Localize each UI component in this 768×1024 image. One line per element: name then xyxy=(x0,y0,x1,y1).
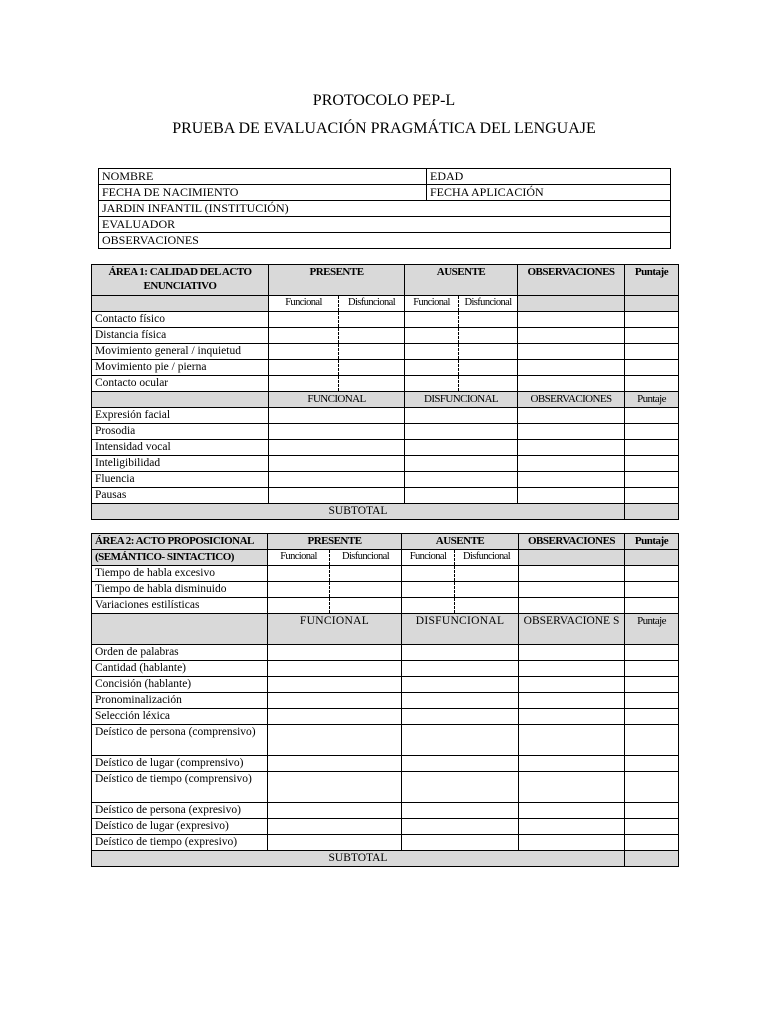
ausente-header: AUSENTE xyxy=(402,534,519,550)
funcional-cell[interactable] xyxy=(268,677,402,693)
disfuncional-cell[interactable] xyxy=(405,408,518,424)
row-label: Expresión facial xyxy=(92,408,269,424)
table-row xyxy=(92,424,679,440)
row-label: Deístico de tiempo (expresivo) xyxy=(92,835,268,851)
disfuncional-cell[interactable] xyxy=(459,344,518,360)
table-row xyxy=(92,598,679,614)
puntaje-cell[interactable] xyxy=(625,709,679,725)
funcional-cell[interactable] xyxy=(402,566,455,582)
row-label: Fluencia xyxy=(92,472,269,488)
table-row xyxy=(92,835,679,851)
row-label: Movimiento pie / pierna xyxy=(92,360,269,376)
funcional-cell[interactable] xyxy=(269,312,339,328)
funcional-cell[interactable] xyxy=(268,709,402,725)
row-label: Prosodia xyxy=(92,424,269,440)
funcional-cell[interactable] xyxy=(405,312,459,328)
observaciones-col-header: OBSERVACIONES xyxy=(518,392,625,408)
area1-rows-group1 xyxy=(92,312,679,392)
puntaje-cell[interactable] xyxy=(625,819,679,835)
funcional-cell[interactable] xyxy=(268,772,402,803)
observaciones-cell[interactable] xyxy=(518,360,625,376)
row-label: Tiempo de habla excesivo xyxy=(92,566,268,582)
disfuncional-cell[interactable] xyxy=(405,440,518,456)
observaciones-cell[interactable] xyxy=(519,803,625,819)
puntaje-cell[interactable] xyxy=(625,677,679,693)
evaluador-field[interactable]: EVALUADOR xyxy=(99,217,671,233)
observaciones-cell[interactable] xyxy=(518,376,625,392)
puntaje-cell[interactable] xyxy=(625,360,679,376)
disfuncional-cell[interactable] xyxy=(455,598,519,614)
funcional-cell[interactable] xyxy=(268,693,402,709)
area2-table xyxy=(91,533,679,867)
funcional-subheader: Funcional xyxy=(405,296,459,312)
puntaje-cell[interactable] xyxy=(625,424,679,440)
row-label: Intensidad vocal xyxy=(92,440,269,456)
table-row xyxy=(92,582,679,598)
puntaje-cell[interactable] xyxy=(625,725,679,756)
row-label: Concisión (hablante) xyxy=(92,677,268,693)
disfuncional-cell[interactable] xyxy=(402,803,519,819)
observaciones-cell[interactable] xyxy=(518,344,625,360)
observaciones-cell[interactable] xyxy=(518,488,625,504)
area2-header-line2: (SEMÁNTICO- SINTACTICO) xyxy=(92,550,268,566)
disfuncional-subheader: Disfuncional xyxy=(330,550,402,566)
puntaje-cell[interactable] xyxy=(625,376,679,392)
blank-cell xyxy=(92,296,269,312)
funcional-cell[interactable] xyxy=(268,645,402,661)
disfuncional-cell[interactable] xyxy=(459,360,518,376)
disfuncional-cell[interactable] xyxy=(339,312,405,328)
observaciones-field[interactable]: OBSERVACIONES xyxy=(99,233,671,249)
table-row xyxy=(92,709,679,725)
document-subtitle: PRUEBA DE EVALUACIÓN PRAGMÁTICA DEL LENGUAJE xyxy=(172,120,596,137)
observaciones-cell[interactable] xyxy=(519,645,625,661)
funcional-subheader: Funcional xyxy=(402,550,455,566)
funcional-col-header: FUNCIONAL xyxy=(269,392,405,408)
observaciones-cell[interactable] xyxy=(519,677,625,693)
area2-rows-group2 xyxy=(92,645,679,851)
disfuncional-cell[interactable] xyxy=(330,566,402,582)
observaciones-cell[interactable] xyxy=(519,772,625,803)
funcional-cell[interactable] xyxy=(268,598,330,614)
observaciones-cell[interactable] xyxy=(518,472,625,488)
observaciones-cell[interactable] xyxy=(518,328,625,344)
funcional-cell[interactable] xyxy=(405,376,459,392)
funcional-cell[interactable] xyxy=(405,328,459,344)
subtotal-value[interactable] xyxy=(625,504,679,520)
disfuncional-cell[interactable] xyxy=(402,645,519,661)
table-row xyxy=(92,472,679,488)
observaciones-col-header: OBSERVACIONE S xyxy=(519,614,625,645)
area2-rows-group1 xyxy=(92,566,679,614)
observaciones-cell[interactable] xyxy=(518,440,625,456)
disfuncional-cell[interactable] xyxy=(339,328,405,344)
funcional-cell[interactable] xyxy=(269,424,405,440)
observaciones-cell[interactable] xyxy=(519,566,625,582)
row-label: Movimiento general / inquietud xyxy=(92,344,269,360)
funcional-cell[interactable] xyxy=(268,661,402,677)
funcional-cell[interactable] xyxy=(269,408,405,424)
puntaje-cell[interactable] xyxy=(625,488,679,504)
table-row xyxy=(92,456,679,472)
area2-header-line1: ÁREA 2: ACTO PROPOSICIONAL xyxy=(92,534,268,550)
blank-cell xyxy=(519,550,625,566)
puntaje-cell[interactable] xyxy=(625,598,679,614)
puntaje-cell[interactable] xyxy=(625,803,679,819)
puntaje-cell[interactable] xyxy=(625,756,679,772)
observaciones-cell[interactable] xyxy=(518,456,625,472)
puntaje-cell[interactable] xyxy=(625,566,679,582)
blank-cell xyxy=(92,392,269,408)
row-label: Deístico de lugar (comprensivo) xyxy=(92,756,268,772)
subtotal-label: SUBTOTAL xyxy=(92,504,625,520)
funcional-cell[interactable] xyxy=(269,376,339,392)
disfuncional-subheader: Disfuncional xyxy=(339,296,405,312)
puntaje-cell[interactable] xyxy=(625,408,679,424)
funcional-cell[interactable] xyxy=(268,725,402,756)
funcional-cell[interactable] xyxy=(268,756,402,772)
presente-header: PRESENTE xyxy=(269,265,405,296)
row-label: Deístico de persona (comprensivo) xyxy=(92,725,268,756)
puntaje-cell[interactable] xyxy=(625,344,679,360)
disfuncional-cell[interactable] xyxy=(402,693,519,709)
observaciones-cell[interactable] xyxy=(519,693,625,709)
row-label: Variaciones estilísticas xyxy=(92,598,268,614)
blank-cell xyxy=(625,296,679,312)
observaciones-cell[interactable] xyxy=(518,312,625,328)
disfuncional-cell[interactable] xyxy=(402,661,519,677)
fecha-nacimiento-field[interactable]: FECHA DE NACIMIENTO xyxy=(99,185,427,201)
puntaje-cell[interactable] xyxy=(625,456,679,472)
observaciones-header: OBSERVACIONES xyxy=(519,534,625,550)
table-row xyxy=(92,693,679,709)
row-label: Inteligibilidad xyxy=(92,456,269,472)
row-label: Deístico de persona (expresivo) xyxy=(92,803,268,819)
presente-header: PRESENTE xyxy=(268,534,402,550)
row-label: Cantidad (hablante) xyxy=(92,661,268,677)
disfuncional-cell[interactable] xyxy=(459,312,518,328)
table-row xyxy=(92,440,679,456)
disfuncional-cell[interactable] xyxy=(402,677,519,693)
row-label: Contacto físico xyxy=(92,312,269,328)
puntaje-cell[interactable] xyxy=(625,582,679,598)
row-label: Contacto ocular xyxy=(92,376,269,392)
disfuncional-cell[interactable] xyxy=(339,344,405,360)
blank-cell xyxy=(92,614,268,645)
funcional-cell[interactable] xyxy=(269,328,339,344)
funcional-cell[interactable] xyxy=(405,344,459,360)
observaciones-cell[interactable] xyxy=(518,408,625,424)
area1-rows-group2 xyxy=(92,408,679,504)
row-label: Distancia física xyxy=(92,328,269,344)
funcional-cell[interactable] xyxy=(269,456,405,472)
observaciones-cell[interactable] xyxy=(519,709,625,725)
puntaje-cell[interactable] xyxy=(625,328,679,344)
fecha-aplicacion-field[interactable]: FECHA APLICACIÓN xyxy=(427,185,671,201)
funcional-col-header: FUNCIONAL xyxy=(268,614,402,645)
table-row xyxy=(92,819,679,835)
disfuncional-cell[interactable] xyxy=(402,835,519,851)
disfuncional-cell[interactable] xyxy=(402,819,519,835)
funcional-cell[interactable] xyxy=(402,582,455,598)
document-title: PROTOCOLO PEP-L xyxy=(312,92,456,109)
disfuncional-cell[interactable] xyxy=(339,376,405,392)
table-row xyxy=(92,488,679,504)
disfuncional-subheader: Disfuncional xyxy=(455,550,519,566)
subtotal-label: SUBTOTAL xyxy=(92,851,625,867)
table-row xyxy=(92,645,679,661)
row-label: Deístico de lugar (expresivo) xyxy=(92,819,268,835)
disfuncional-cell[interactable] xyxy=(402,725,519,756)
nombre-field[interactable]: NOMBRE xyxy=(99,169,427,185)
puntaje-cell[interactable] xyxy=(625,661,679,677)
disfuncional-cell[interactable] xyxy=(402,709,519,725)
puntaje-cell[interactable] xyxy=(625,440,679,456)
disfuncional-cell[interactable] xyxy=(402,772,519,803)
edad-field[interactable]: EDAD xyxy=(427,169,671,185)
area1-header: ÁREA 1: CALIDAD DEL ACTO ENUNCIATIVO xyxy=(92,265,269,296)
funcional-cell[interactable] xyxy=(268,819,402,835)
puntaje-cell[interactable] xyxy=(625,772,679,803)
table-row xyxy=(92,312,679,328)
row-label: Selección léxica xyxy=(92,709,268,725)
row-label: Orden de palabras xyxy=(92,645,268,661)
disfuncional-cell[interactable] xyxy=(455,566,519,582)
puntaje-cell[interactable] xyxy=(625,693,679,709)
table-row xyxy=(92,328,679,344)
puntaje-cell[interactable] xyxy=(625,645,679,661)
observaciones-header: OBSERVACIONES xyxy=(518,265,625,296)
jardin-field[interactable]: JARDIN INFANTIL (INSTITUCIÓN) xyxy=(99,201,671,217)
table-row xyxy=(92,756,679,772)
area1-table xyxy=(91,264,679,520)
blank-cell xyxy=(625,550,679,566)
disfuncional-cell[interactable] xyxy=(330,598,402,614)
table-row xyxy=(92,376,679,392)
table-row xyxy=(92,725,679,756)
funcional-subheader: Funcional xyxy=(269,296,339,312)
subtotal-value[interactable] xyxy=(625,851,679,867)
observaciones-cell[interactable] xyxy=(519,835,625,851)
disfuncional-subheader: Disfuncional xyxy=(459,296,518,312)
disfuncional-cell[interactable] xyxy=(405,472,518,488)
observaciones-cell[interactable] xyxy=(519,725,625,756)
funcional-cell[interactable] xyxy=(269,440,405,456)
observaciones-cell[interactable] xyxy=(518,424,625,440)
disfuncional-cell[interactable] xyxy=(402,756,519,772)
funcional-cell[interactable] xyxy=(268,566,330,582)
row-label: Tiempo de habla disminuido xyxy=(92,582,268,598)
table-row xyxy=(92,344,679,360)
observaciones-cell[interactable] xyxy=(519,598,625,614)
observaciones-cell[interactable] xyxy=(519,756,625,772)
funcional-cell[interactable] xyxy=(269,472,405,488)
table-row xyxy=(92,661,679,677)
funcional-cell[interactable] xyxy=(402,598,455,614)
blank-cell xyxy=(518,296,625,312)
funcional-cell[interactable] xyxy=(405,360,459,376)
funcional-cell[interactable] xyxy=(269,360,339,376)
row-label: Deístico de tiempo (comprensivo) xyxy=(92,772,268,803)
table-row xyxy=(92,360,679,376)
table-row xyxy=(92,803,679,819)
funcional-cell[interactable] xyxy=(268,582,330,598)
disfuncional-cell[interactable] xyxy=(330,582,402,598)
disfuncional-cell[interactable] xyxy=(339,360,405,376)
puntaje-header: Puntaje xyxy=(625,534,679,550)
disfuncional-cell[interactable] xyxy=(405,424,518,440)
funcional-cell[interactable] xyxy=(268,835,402,851)
table-row xyxy=(92,408,679,424)
disfuncional-cell[interactable] xyxy=(459,328,518,344)
puntaje-cell[interactable] xyxy=(625,312,679,328)
funcional-cell[interactable] xyxy=(268,803,402,819)
table-row xyxy=(92,772,679,803)
disfuncional-cell[interactable] xyxy=(459,376,518,392)
disfuncional-cell[interactable] xyxy=(455,582,519,598)
disfuncional-col-header: DISFUNCIONAL xyxy=(405,392,518,408)
info-table xyxy=(98,168,671,249)
puntaje-cell[interactable] xyxy=(625,472,679,488)
funcional-subheader: Funcional xyxy=(268,550,330,566)
puntaje-cell[interactable] xyxy=(625,835,679,851)
ausente-header: AUSENTE xyxy=(405,265,518,296)
funcional-cell[interactable] xyxy=(269,488,405,504)
observaciones-cell[interactable] xyxy=(519,582,625,598)
disfuncional-cell[interactable] xyxy=(405,456,518,472)
observaciones-cell[interactable] xyxy=(519,661,625,677)
funcional-cell[interactable] xyxy=(269,344,339,360)
disfuncional-cell[interactable] xyxy=(405,488,518,504)
puntaje-col-header: Puntaje xyxy=(625,392,679,408)
row-label: Pronominalización xyxy=(92,693,268,709)
table-row xyxy=(92,566,679,582)
row-label: Pausas xyxy=(92,488,269,504)
puntaje-header: Puntaje xyxy=(625,265,679,296)
table-row xyxy=(92,677,679,693)
observaciones-cell[interactable] xyxy=(519,819,625,835)
disfuncional-col-header: DISFUNCIONAL xyxy=(402,614,519,645)
puntaje-col-header: Puntaje xyxy=(625,614,679,645)
